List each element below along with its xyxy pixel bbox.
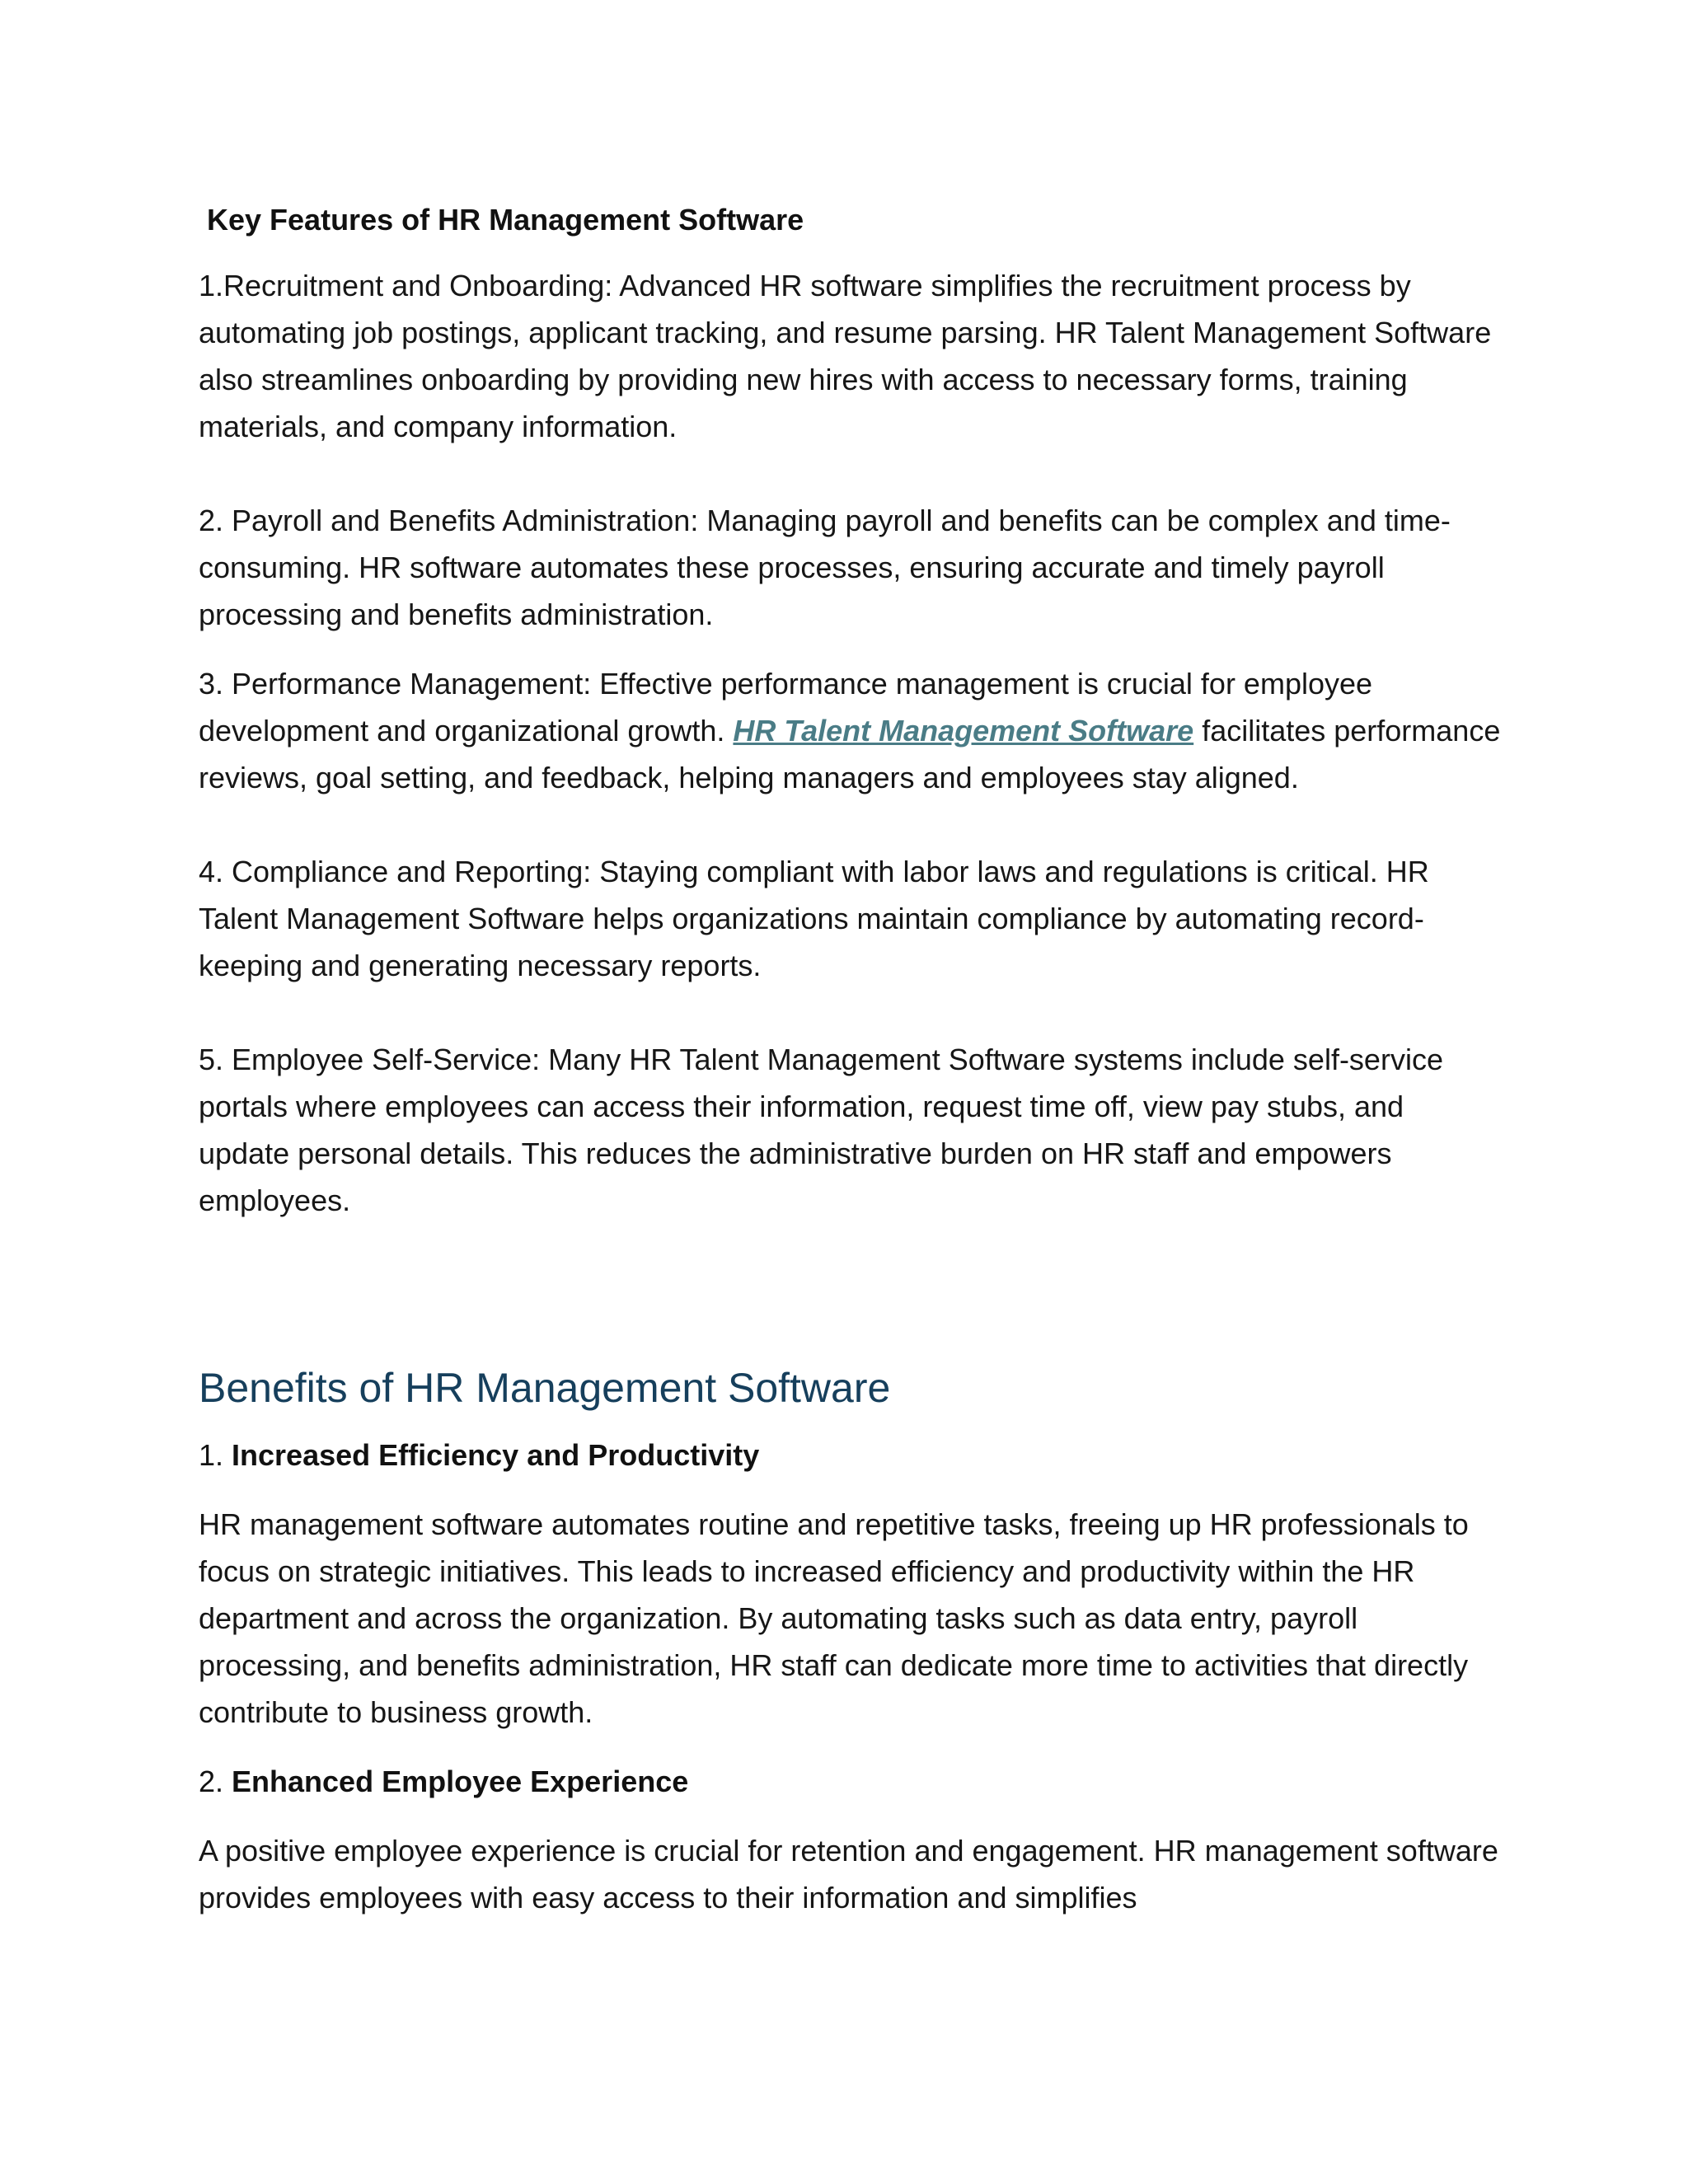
benefits-title: Benefits of HR Management Software (199, 1365, 891, 1411)
benefit-experience-heading (199, 1758, 1501, 1805)
benefit-number: 2. (199, 1765, 232, 1798)
spacer (199, 638, 1501, 660)
spacer (199, 801, 1501, 848)
feature-recruitment: 1.Recruitment and Onboarding: Advanced HR software simplifies the recruitment process by automating job postings, applicant tracking, and resume parsing. HR Talent Management Software also streamlines onboarding by providing new hires with access to necessary forms, training materials, and company information. (199, 269, 1492, 443)
feature-performance (199, 660, 1501, 801)
feature-payroll: 2. Payroll and Benefits Administration: Managing payroll and benefits can be complex and time-consuming. HR software automates these processes, ensuring accurate and timely payroll processing and benefits administration. (199, 504, 1451, 631)
benefit-experience-text: A positive employee experience is crucial for retention and engagement. HR management software provides employees with easy access to their information and simplifies (199, 1834, 1498, 1915)
spacer (199, 1736, 1501, 1758)
benefit-number: 1. (199, 1438, 232, 1472)
benefit-heading-text: Enhanced Employee Experience (232, 1765, 689, 1798)
spacer (199, 989, 1501, 1036)
benefit-heading-text: Increased Efficiency and Productivity (232, 1438, 760, 1472)
document-content (199, 198, 1501, 1921)
feature-performance-after: facilitates performance reviews, goal setting, and feedback, helping managers and employees stay aligned. (199, 714, 1501, 794)
key-features-title: Key Features of HR Management Software (207, 203, 804, 237)
feature-self-service: 5. Employee Self-Service: Many HR Talent Management Software systems include self-service portals where employees can access their information, request time off, view pay stubs, and update personal details. This reduces the administrative burden on HR staff and empowers employees. (199, 1043, 1443, 1217)
benefit-efficiency-heading (199, 1432, 1501, 1479)
hr-talent-management-link[interactable]: HR Talent Management Software (733, 714, 1194, 748)
feature-compliance: 4. Compliance and Reporting: Staying compliant with labor laws and regulations is critical. HR Talent Management Software helps organizations maintain compliance by automating record-keeping and generating necessary reports. (199, 855, 1429, 982)
feature-performance-before: 3. Performance Management: Effective performance management is crucial for employee development and organizational growth. (199, 667, 1373, 748)
spacer (199, 1224, 1501, 1359)
spacer (199, 450, 1501, 497)
benefit-efficiency-text: HR management software automates routine and repetitive tasks, freeing up HR professionals to focus on strategic initiatives. This leads to increased efficiency and productivity within the HR department and across the organization. By automating tasks such as data entry, payroll processing, and benefits administration, HR staff can dedicate more time to activities that directly contribute to business growth. (199, 1507, 1469, 1729)
